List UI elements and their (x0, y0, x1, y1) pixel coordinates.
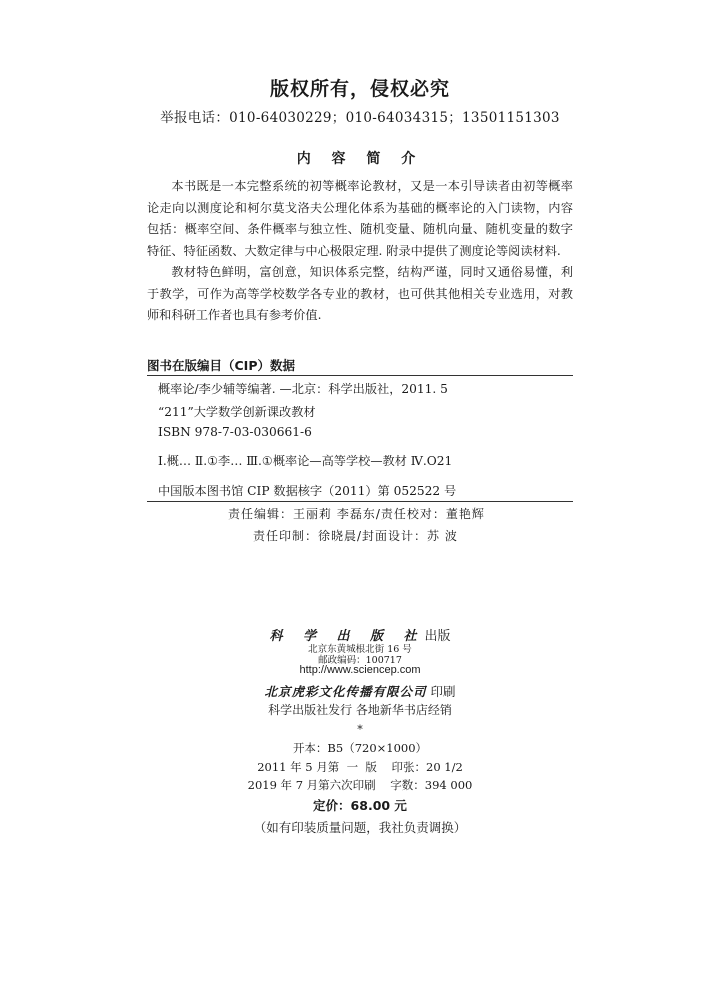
spec-format: 开本：B5（720×1000） (292, 741, 428, 755)
spec-printing: 2019 年 7 月第六次印刷 字数：394 000 (247, 778, 473, 792)
printer-suffix: 印刷 (430, 684, 456, 699)
publisher-url: http://www.sciencep.com (299, 664, 421, 676)
cip-bottom-rule (147, 501, 573, 502)
publisher-name: 科 学 出 版 社 (269, 629, 425, 644)
summary-paragraph: 本书既是一本完整系统的初等概率论教材，又是一本引导读者由初等概率论走向以测度论和柯尔莫戈洛夫公理化体系为基础的概率论的入门读物，内容包括：概率空间、条件概率与独立性、随机变量、随机向量、随机变量的数字特征、特征函数、大数定律与中心极限定理. 附录中提供了测度论等阅读材料. (147, 179, 573, 258)
summary-body (147, 176, 573, 327)
summary-heading: 内 容 简 介 (296, 151, 424, 167)
publisher-address: 北京东黄城根北街 16 号 (308, 644, 412, 655)
printer-line (0, 682, 720, 700)
summary-paragraph: 教材特色鲜明，富创意，知识体系完整，结构严谨，同时又通俗易懂，利于教学，可作为高等学校数学各专业的教材，也可供其他相关专业选用，对教师和科研工作者也具有参考价值. (147, 265, 573, 322)
publisher-postcode: 邮政编码：100717 (318, 655, 402, 666)
copyright-title: 版权所有，侵权必究 (269, 78, 450, 100)
cip-line-series: “211”大学数学创新课改教材 (158, 405, 316, 419)
cip-top-rule (147, 375, 573, 376)
publisher-suffix: 出版 (424, 629, 451, 644)
report-hotline: 举报电话：010-64030229；010-64034315；13501151303 (160, 110, 560, 126)
distribution-line: 科学出版社发行 各地新华书店经销 (268, 703, 452, 717)
quality-notice: （如有印装质量问题，我社负责调换） (253, 820, 467, 835)
cip-line-isbn: ISBN 978-7-03-030661-6 (158, 425, 312, 439)
credits-editors: 责任编辑：王丽莉 李磊东/责任校对：董艳辉 (228, 507, 485, 521)
cip-heading: 图书在版编目（CIP）数据 (147, 358, 295, 373)
credits-production: 责任印制：徐晓晨/封面设计：苏 波 (253, 529, 458, 543)
separator-star: * (357, 723, 363, 736)
spec-edition: 2011 年 5 月第 一 版 印张：20 1/2 (257, 760, 463, 774)
printer-name: 北京虎彩文化传播有限公司 (264, 684, 427, 699)
price: 定价：68.00 元 (313, 798, 407, 813)
cip-line-classification: Ⅰ.概… Ⅱ.①李… Ⅲ.①概率论—高等学校—教材 Ⅳ.O21 (158, 454, 453, 468)
cip-line-record: 中国版本图书馆 CIP 数据核字（2011）第 052522 号 (158, 484, 457, 498)
cip-line-title: 概率论/李少辅等编著. —北京：科学出版社，2011. 5 (158, 382, 448, 396)
